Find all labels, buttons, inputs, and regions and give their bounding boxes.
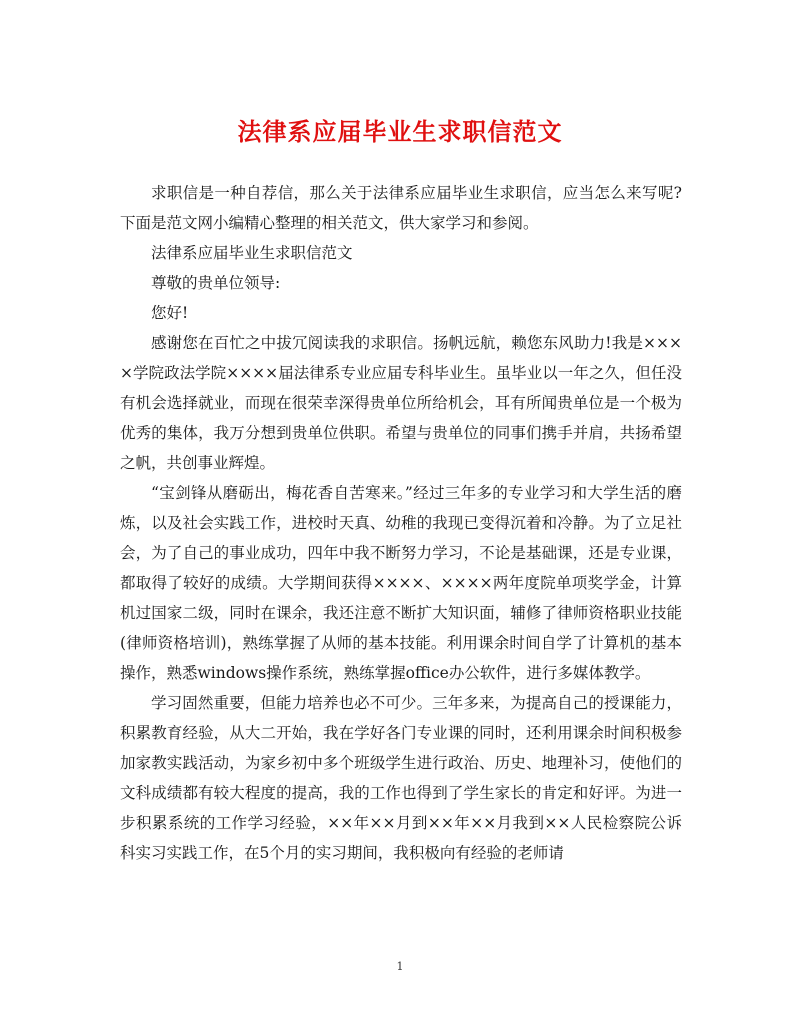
document-title: 法律系应届毕业生求职信范文 (237, 117, 563, 146)
body-paragraph: 学习固然重要，但能力培养也必不可少。三年多来，为提高自己的授课能力，积累教育经验，从大二开始，我在学好各门专业课的同时，还利用课余时间积极参加家教实践活动，为家乡初中多个班级学生进行政治、历史、地理补习，使他们的文科成绩都有较大程度的提高，我的工作也得到了学生家长的肯定和好评。为进一步积累系统的工作学习经验，××年××月到××年××月我到××人民检察院公诉科实习实践工作，在5个月的实习期间，我积极向有经验的老师请 (120, 694, 682, 862)
page-number: 1 (396, 960, 404, 973)
sample-heading: 法律系应届毕业生求职信范文 (151, 244, 353, 262)
document-body (120, 178, 682, 868)
body-paragraph: “宝剑锋从磨砺出，梅花香自苦寒来。”经过三年多的专业学习和大学生活的磨炼，以及社会实践工作，进校时天真、幼稚的我现已变得沉着和冷静。为了立足社会，为了自己的事业成功，四年中我不断努力学习，不论是基础课，还是专业课，都取得了较好的成绩。大学期间获得××××、××××两年度院单项奖学金，计算机过国家二级，同时在课余，我还注意不断扩大知识面，辅修了律师资格职业技能(律师资格培训)，熟练掌握了从师的基本技能。利用课余时间自学了计算机的基本操作，熟悉windows操作系统，熟练掌握office办公软件，进行多媒体教学。 (120, 484, 682, 682)
intro-paragraph: 求职信是一种自荐信，那么关于法律系应届毕业生求职信，应当怎么来写呢?下面是范文网小编精心整理的相关范文，供大家学习和参阅。 (120, 184, 682, 232)
body-paragraph: 感谢您在百忙之中拔冗阅读我的求职信。扬帆远航，赖您东风助力!我是××××学院政法学院××××届法律系专业应届专科毕业生。虽毕业以一年之久，但任没有机会选择就业，而现在很荣幸深得贵单位所给机会，耳有所闻贵单位是一个极为优秀的集体，我万分想到贵单位供职。希望与贵单位的同事们携手并肩，共扬希望之帆，共创事业辉煌。 (120, 334, 682, 472)
salutation: 尊敬的贵单位领导: (151, 274, 281, 292)
greeting: 您好! (151, 304, 189, 322)
